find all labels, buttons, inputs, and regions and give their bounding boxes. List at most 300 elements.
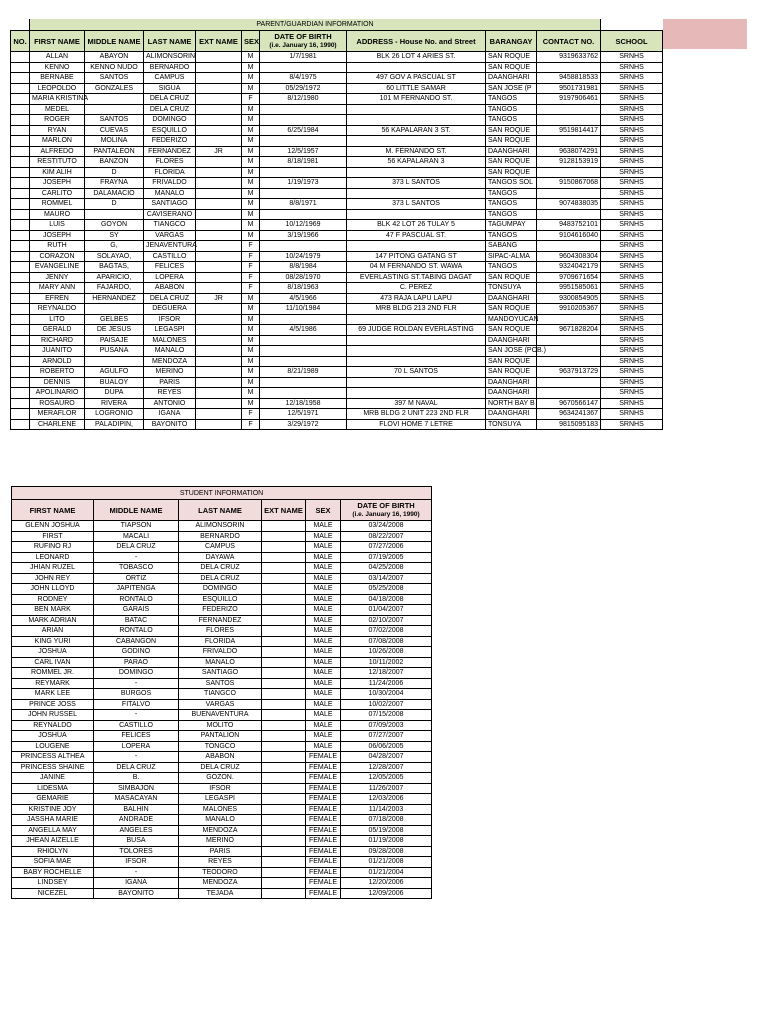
cell-dob xyxy=(260,388,347,399)
cell-contact xyxy=(537,136,601,147)
student-table-body xyxy=(12,521,432,899)
cell-first-name: SOFIA MAE xyxy=(12,857,94,868)
cell-dob xyxy=(260,377,347,388)
table-row xyxy=(11,335,663,346)
cell-first-name: MARY ANN xyxy=(30,283,85,294)
cell-last-name: BERNARDO xyxy=(179,531,262,542)
cell-sex: MALE xyxy=(306,741,341,752)
table-row xyxy=(11,293,663,304)
cell-barangay: TANGOS xyxy=(486,230,537,241)
cell-ext-name xyxy=(262,626,306,637)
table-row xyxy=(12,762,432,773)
cell-last-name: MENDOZA xyxy=(179,878,262,889)
cell-dob: 4/5/1966 xyxy=(260,293,347,304)
table-row xyxy=(12,584,432,595)
cell-sex: M xyxy=(242,325,260,336)
cell-barangay: TONSUYA xyxy=(486,283,537,294)
cell-middle-name: BUALOY xyxy=(85,377,144,388)
cell-contact: 9951585061 xyxy=(537,283,601,294)
cell-school: SRNHS xyxy=(601,178,663,189)
col-header-sex: SEX xyxy=(306,500,341,521)
cell-middle-name: FITALVO xyxy=(94,699,179,710)
cell-school: SRNHS xyxy=(601,62,663,73)
cell-sex: MALE xyxy=(306,689,341,700)
cell-sex: M xyxy=(242,136,260,147)
table-row xyxy=(11,146,663,157)
cell-ext-name xyxy=(196,167,242,178)
cell-dob: 02/10/2007 xyxy=(341,615,432,626)
cell-first-name: BABY ROCHELLE xyxy=(12,867,94,878)
cell-no xyxy=(11,419,30,430)
cell-middle-name: SOLAYAO, xyxy=(85,251,144,262)
cell-first-name: ANGELLA MAY xyxy=(12,825,94,836)
cell-address: MRB BLDG 213 2ND FLR xyxy=(347,304,486,315)
cell-address: BLK 42 LOT 26 TULAY 5 xyxy=(347,220,486,231)
cell-barangay: SIPAC-ALMA xyxy=(486,251,537,262)
cell-dob: 11/26/2007 xyxy=(341,783,432,794)
table-row xyxy=(12,699,432,710)
table-row xyxy=(12,867,432,878)
cell-sex: M xyxy=(242,314,260,325)
cell-middle-name: TIAPSON xyxy=(94,521,179,532)
cell-sex: FEMALE xyxy=(306,762,341,773)
table-row xyxy=(12,573,432,584)
cell-sex: MALE xyxy=(306,657,341,668)
table-row xyxy=(12,752,432,763)
cell-ext-name xyxy=(196,136,242,147)
cell-first-name: JOSEPH xyxy=(30,230,85,241)
cell-no xyxy=(11,314,30,325)
cell-dob: 05/25/2008 xyxy=(341,584,432,595)
cell-middle-name: IFSOR xyxy=(94,857,179,868)
cell-dob: 09/28/2008 xyxy=(341,846,432,857)
cell-dob: 03/24/2008 xyxy=(341,521,432,532)
cell-contact: 9150867068 xyxy=(537,178,601,189)
table-row xyxy=(11,377,663,388)
cell-last-name: MERINO xyxy=(179,836,262,847)
table-row xyxy=(11,367,663,378)
cell-ext-name xyxy=(262,720,306,731)
cell-address: EVERLASTING ST.TABING DAGAT xyxy=(347,272,486,283)
table-row xyxy=(11,157,663,168)
cell-last-name: MENDOZA xyxy=(144,356,196,367)
cell-dob: 1/19/1973 xyxy=(260,178,347,189)
cell-no xyxy=(11,115,30,126)
cell-sex: MALE xyxy=(306,626,341,637)
cell-last-name: ESQUILLO xyxy=(179,594,262,605)
cell-school: SRNHS xyxy=(601,83,663,94)
cell-barangay: SAN ROQUE xyxy=(486,62,537,73)
cell-no xyxy=(11,157,30,168)
cell-sex: FEMALE xyxy=(306,752,341,763)
cell-ext-name xyxy=(262,815,306,826)
cell-last-name: LOPERA xyxy=(144,272,196,283)
cell-last-name: BERNARDO xyxy=(144,62,196,73)
cell-middle-name: PALADIPIN, xyxy=(85,419,144,430)
cell-ext-name xyxy=(196,419,242,430)
cell-first-name: LITO xyxy=(30,314,85,325)
cell-middle-name: - xyxy=(94,867,179,878)
cell-last-name: FRIVALDO xyxy=(179,647,262,658)
cell-dob xyxy=(260,104,347,115)
table-row xyxy=(12,731,432,742)
cell-middle-name: GELBES xyxy=(85,314,144,325)
cell-sex: F xyxy=(242,419,260,430)
cell-sex: M xyxy=(242,199,260,210)
cell-address xyxy=(347,115,486,126)
cell-sex: M xyxy=(242,115,260,126)
table-row xyxy=(12,626,432,637)
table-row xyxy=(12,878,432,889)
cell-first-name: GERALD xyxy=(30,325,85,336)
cell-address xyxy=(347,356,486,367)
cell-ext-name xyxy=(196,388,242,399)
cell-address xyxy=(347,209,486,220)
cell-last-name: ABABON xyxy=(144,283,196,294)
cell-ext-name xyxy=(262,531,306,542)
cell-school: SRNHS xyxy=(601,283,663,294)
cell-school: SRNHS xyxy=(601,104,663,115)
cell-dob: 4/5/1986 xyxy=(260,325,347,336)
cell-last-name: FERNANDEZ xyxy=(179,615,262,626)
cell-dob: 10/30/2004 xyxy=(341,689,432,700)
cell-dob: 12/18/1958 xyxy=(260,398,347,409)
cell-contact: 9458818533 xyxy=(537,73,601,84)
cell-dob: 07/19/2005 xyxy=(341,552,432,563)
cell-sex: MALE xyxy=(306,710,341,721)
cell-last-name: MANALO xyxy=(179,815,262,826)
col-header-no: NO. xyxy=(11,31,30,52)
cell-sex: MALE xyxy=(306,594,341,605)
cell-ext-name xyxy=(262,584,306,595)
cell-contact xyxy=(537,346,601,357)
table-row xyxy=(12,720,432,731)
cell-dob xyxy=(260,62,347,73)
cell-ext-name: JR xyxy=(196,146,242,157)
cell-first-name: MARLON xyxy=(30,136,85,147)
cell-middle-name: SIMBAJON xyxy=(94,783,179,794)
cell-address xyxy=(347,188,486,199)
table-row xyxy=(12,605,432,616)
table-row xyxy=(12,857,432,868)
col-header-first-name: FIRST NAME xyxy=(30,31,85,52)
col-header-dob xyxy=(260,31,347,52)
cell-last-name: SANTIAGO xyxy=(179,668,262,679)
cell-sex: FEMALE xyxy=(306,867,341,878)
table-row xyxy=(11,209,663,220)
cell-no xyxy=(11,209,30,220)
cell-middle-name: - xyxy=(94,678,179,689)
cell-ext-name: JR xyxy=(196,293,242,304)
table-row xyxy=(11,272,663,283)
table-row xyxy=(12,615,432,626)
cell-no xyxy=(11,293,30,304)
cell-last-name: FELICES xyxy=(144,262,196,273)
cell-first-name: LEONARD xyxy=(12,552,94,563)
cell-ext-name xyxy=(196,125,242,136)
cell-middle-name: BUSA xyxy=(94,836,179,847)
cell-first-name: REYNALDO xyxy=(30,304,85,315)
cell-sex: FEMALE xyxy=(306,825,341,836)
cell-school: SRNHS xyxy=(601,115,663,126)
cell-sex: M xyxy=(242,209,260,220)
cell-middle-name: BAYONITO xyxy=(94,888,179,899)
cell-contact: 9300854905 xyxy=(537,293,601,304)
cell-first-name: JOHN RUSSEL xyxy=(12,710,94,721)
title-spacer xyxy=(11,19,30,31)
cell-dob: 08/22/2007 xyxy=(341,531,432,542)
cell-dob xyxy=(260,136,347,147)
table-row xyxy=(12,741,432,752)
cell-contact: 9634241367 xyxy=(537,409,601,420)
cell-ext-name xyxy=(196,367,242,378)
cell-first-name: JENNY xyxy=(30,272,85,283)
cell-barangay: DAANGHARI xyxy=(486,73,537,84)
cell-ext-name xyxy=(262,762,306,773)
cell-first-name: JOHN REY xyxy=(12,573,94,584)
cell-no xyxy=(11,167,30,178)
cell-address: 56 KAPALARAN 3 xyxy=(347,157,486,168)
cell-no xyxy=(11,73,30,84)
cell-middle-name: BANZON xyxy=(85,157,144,168)
cell-sex: M xyxy=(242,125,260,136)
cell-contact: 9197906461 xyxy=(537,94,601,105)
cell-school: SRNHS xyxy=(601,220,663,231)
cell-ext-name xyxy=(262,615,306,626)
cell-barangay: MANDOYUCAN xyxy=(486,314,537,325)
table-row xyxy=(12,804,432,815)
cell-dob: 10/26/2008 xyxy=(341,647,432,658)
table-row xyxy=(11,199,663,210)
cell-middle-name: PUSANA xyxy=(85,346,144,357)
cell-ext-name xyxy=(196,304,242,315)
cell-contact xyxy=(537,314,601,325)
cell-sex: M xyxy=(242,83,260,94)
cell-dob: 11/14/2003 xyxy=(341,804,432,815)
cell-contact xyxy=(537,62,601,73)
parent-guardian-table xyxy=(10,19,663,430)
cell-middle-name: MOLINA xyxy=(85,136,144,147)
cell-address: MRB BLDG 2 UNIT 223 2ND FLR xyxy=(347,409,486,420)
cell-last-name: CAMPUS xyxy=(179,542,262,553)
cell-last-name: LEGASPI xyxy=(179,794,262,805)
cell-dob: 01/21/2008 xyxy=(341,857,432,868)
table-row xyxy=(11,52,663,63)
cell-school: SRNHS xyxy=(601,377,663,388)
cell-contact: 9637913729 xyxy=(537,367,601,378)
cell-barangay: TANGOS SOL xyxy=(486,178,537,189)
cell-no xyxy=(11,230,30,241)
cell-ext-name xyxy=(262,521,306,532)
table-row xyxy=(12,668,432,679)
cell-first-name: ROMMEL JR. xyxy=(12,668,94,679)
cell-ext-name xyxy=(196,104,242,115)
cell-first-name: DENNIS xyxy=(30,377,85,388)
cell-last-name: MANALO xyxy=(144,346,196,357)
table-row xyxy=(11,325,663,336)
cell-first-name: JOSEPH xyxy=(30,178,85,189)
cell-last-name: FEDERIZO xyxy=(144,136,196,147)
cell-sex: MALE xyxy=(306,521,341,532)
cell-contact xyxy=(537,241,601,252)
cell-no xyxy=(11,325,30,336)
cell-address: 56 KAPALARAN 3 ST. xyxy=(347,125,486,136)
cell-middle-name xyxy=(85,94,144,105)
cell-first-name: LINDSEY xyxy=(12,878,94,889)
cell-ext-name xyxy=(262,752,306,763)
cell-barangay: SABANG xyxy=(486,241,537,252)
cell-address: 397 M NAVAL xyxy=(347,398,486,409)
cell-ext-name xyxy=(196,346,242,357)
cell-no xyxy=(11,220,30,231)
cell-first-name: APOLINARIO xyxy=(30,388,85,399)
cell-school: SRNHS xyxy=(601,314,663,325)
cell-sex: F xyxy=(242,283,260,294)
cell-dob: 03/14/2007 xyxy=(341,573,432,584)
cell-first-name: PRINCESS SHAINE xyxy=(12,762,94,773)
cell-no xyxy=(11,262,30,273)
cell-ext-name xyxy=(196,157,242,168)
cell-dob: 12/09/2006 xyxy=(341,888,432,899)
col-header-dob xyxy=(341,500,432,521)
cell-first-name: KRISTINE JOY xyxy=(12,804,94,815)
cell-dob: 07/15/2008 xyxy=(341,710,432,721)
cell-address: 101 M FERNANDO ST. xyxy=(347,94,486,105)
cell-last-name: FLORIDA xyxy=(179,636,262,647)
cell-address xyxy=(347,167,486,178)
cell-first-name: RUTH xyxy=(30,241,85,252)
cell-first-name: MARIA KRISTINA xyxy=(30,94,85,105)
cell-last-name: PARIS xyxy=(144,377,196,388)
cell-ext-name xyxy=(196,241,242,252)
cell-dob: 12/5/1971 xyxy=(260,409,347,420)
cell-school: SRNHS xyxy=(601,73,663,84)
cell-dob: 1/7/1981 xyxy=(260,52,347,63)
cell-ext-name xyxy=(262,836,306,847)
col-header-school: SCHOOL xyxy=(601,31,663,52)
cell-first-name: BERNABE xyxy=(30,73,85,84)
cell-ext-name xyxy=(196,178,242,189)
cell-ext-name xyxy=(262,888,306,899)
cell-first-name: RUFINO RJ xyxy=(12,542,94,553)
cell-last-name: FLORIDA xyxy=(144,167,196,178)
cell-ext-name xyxy=(196,272,242,283)
cell-no xyxy=(11,388,30,399)
cell-dob: 8/8/1971 xyxy=(260,199,347,210)
cell-dob xyxy=(260,188,347,199)
cell-first-name: MARK LEE xyxy=(12,689,94,700)
cell-ext-name xyxy=(262,647,306,658)
cell-sex: FEMALE xyxy=(306,794,341,805)
cell-last-name: FRIVALDO xyxy=(144,178,196,189)
cell-address: M. FERNANDO ST. xyxy=(347,146,486,157)
cell-dob: 07/18/2008 xyxy=(341,815,432,826)
cell-dob: 07/09/2003 xyxy=(341,720,432,731)
cell-no xyxy=(11,304,30,315)
cell-school: SRNHS xyxy=(601,409,663,420)
cell-barangay: SAN ROQUE xyxy=(486,125,537,136)
cell-school: SRNHS xyxy=(601,367,663,378)
cell-ext-name xyxy=(262,657,306,668)
cell-school: SRNHS xyxy=(601,241,663,252)
cell-first-name: MERAFLOR xyxy=(30,409,85,420)
cell-dob: 8/4/1975 xyxy=(260,73,347,84)
cell-dob xyxy=(260,356,347,367)
cell-last-name: GOZON. xyxy=(179,773,262,784)
cell-first-name: LUIS xyxy=(30,220,85,231)
cell-barangay: TANGOS xyxy=(486,262,537,273)
cell-barangay: SAN ROQUE xyxy=(486,325,537,336)
cell-barangay: SAN JOSE (POB.) xyxy=(486,346,537,357)
cell-last-name: DOMINGO xyxy=(179,584,262,595)
cell-no xyxy=(11,188,30,199)
cell-dob: 05/29/1972 xyxy=(260,83,347,94)
cell-last-name: DELA CRUZ xyxy=(144,104,196,115)
cell-first-name: ROSAURO xyxy=(30,398,85,409)
table-row xyxy=(12,825,432,836)
cell-middle-name: MASACAYAN xyxy=(94,794,179,805)
table-row xyxy=(11,356,663,367)
cell-barangay: NORTH BAY B xyxy=(486,398,537,409)
cell-school: SRNHS xyxy=(601,272,663,283)
cell-school: SRNHS xyxy=(601,209,663,220)
cell-sex: M xyxy=(242,367,260,378)
cell-address: 497 GOV A PASCUAL ST xyxy=(347,73,486,84)
cell-ext-name xyxy=(262,594,306,605)
cell-middle-name: GODINO xyxy=(94,647,179,658)
cell-contact: 9670566147 xyxy=(537,398,601,409)
cell-no xyxy=(11,251,30,262)
col-header-contact: CONTACT NO. xyxy=(537,31,601,52)
cell-address xyxy=(347,314,486,325)
cell-middle-name: - xyxy=(94,552,179,563)
cell-first-name: CORAZON xyxy=(30,251,85,262)
cell-dob xyxy=(260,115,347,126)
cell-ext-name xyxy=(196,94,242,105)
cell-dob: 07/27/2007 xyxy=(341,731,432,742)
cell-no xyxy=(11,199,30,210)
cell-ext-name xyxy=(196,262,242,273)
cell-no xyxy=(11,335,30,346)
cell-middle-name: ANDRADE xyxy=(94,815,179,826)
cell-no xyxy=(11,409,30,420)
cell-sex: M xyxy=(242,220,260,231)
table-row xyxy=(12,846,432,857)
cell-middle-name: CASTILLO xyxy=(94,720,179,731)
cell-address: FLOVI HOME 7 LETRE xyxy=(347,419,486,430)
cell-middle-name: DOMINGO xyxy=(94,668,179,679)
cell-first-name: JASSHA MARIE xyxy=(12,815,94,826)
cell-ext-name xyxy=(196,52,242,63)
table-row xyxy=(11,136,663,147)
cell-dob: 6/25/1984 xyxy=(260,125,347,136)
cell-address: 473 RAJA LAPU LAPU xyxy=(347,293,486,304)
cell-sex: MALE xyxy=(306,636,341,647)
col-header-ext-name: EXT NAME xyxy=(262,500,306,521)
cell-middle-name: SY xyxy=(85,230,144,241)
table-row xyxy=(12,773,432,784)
cell-middle-name: RIVERA xyxy=(85,398,144,409)
cell-no xyxy=(11,398,30,409)
cell-dob: 06/06/2005 xyxy=(341,741,432,752)
cell-no xyxy=(11,367,30,378)
cell-sex: MALE xyxy=(306,605,341,616)
cell-middle-name: LOGRONIO xyxy=(85,409,144,420)
cell-first-name: CARL IVAN xyxy=(12,657,94,668)
cell-sex: MALE xyxy=(306,542,341,553)
table-row xyxy=(12,678,432,689)
cell-middle-name xyxy=(85,104,144,115)
